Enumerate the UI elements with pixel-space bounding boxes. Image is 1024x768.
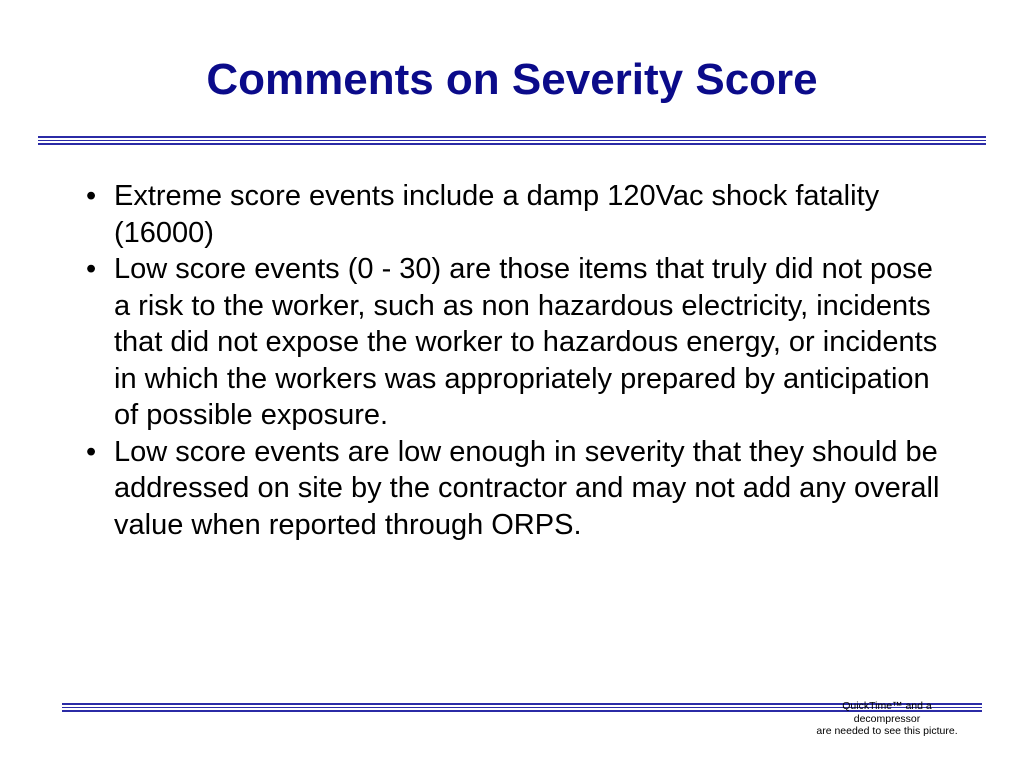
quicktime-placeholder-notice <box>782 700 992 738</box>
bullet-icon: • <box>86 435 97 468</box>
bullet-item <box>86 434 946 544</box>
bullet-text: Low score events (0 - 30) are those items that truly did not pose a risk to the worker, such as non hazardous electricity, incidents that did not expose the worker to hazardous energy, or incidents in which the workers was appropriately prepared by anticipation of possible exposure. <box>114 253 938 431</box>
bullet-icon: • <box>86 180 97 212</box>
bullet-text: Low score events are low enough in severity that they should be addressed on site by the contractor and may not add any overall value when reported through ORPS. <box>114 435 940 541</box>
bullet-icon: • <box>86 253 97 285</box>
bullet-item <box>86 251 946 434</box>
bullet-text: Extreme score events include a damp 120Vac shock fatality (16000) <box>114 180 880 249</box>
bullet-item <box>86 178 946 251</box>
slide-title: Comments on Severity Score <box>206 55 818 104</box>
bullet-list <box>86 178 946 543</box>
placeholder-line-2: decompressor <box>853 712 921 725</box>
title-divider <box>38 136 986 145</box>
placeholder-line-1: QuickTime™ and a <box>842 700 932 712</box>
divider-line <box>38 143 986 145</box>
divider-line <box>38 136 986 138</box>
divider-line <box>38 140 986 141</box>
placeholder-line-3: are needed to see this picture. <box>816 725 958 737</box>
